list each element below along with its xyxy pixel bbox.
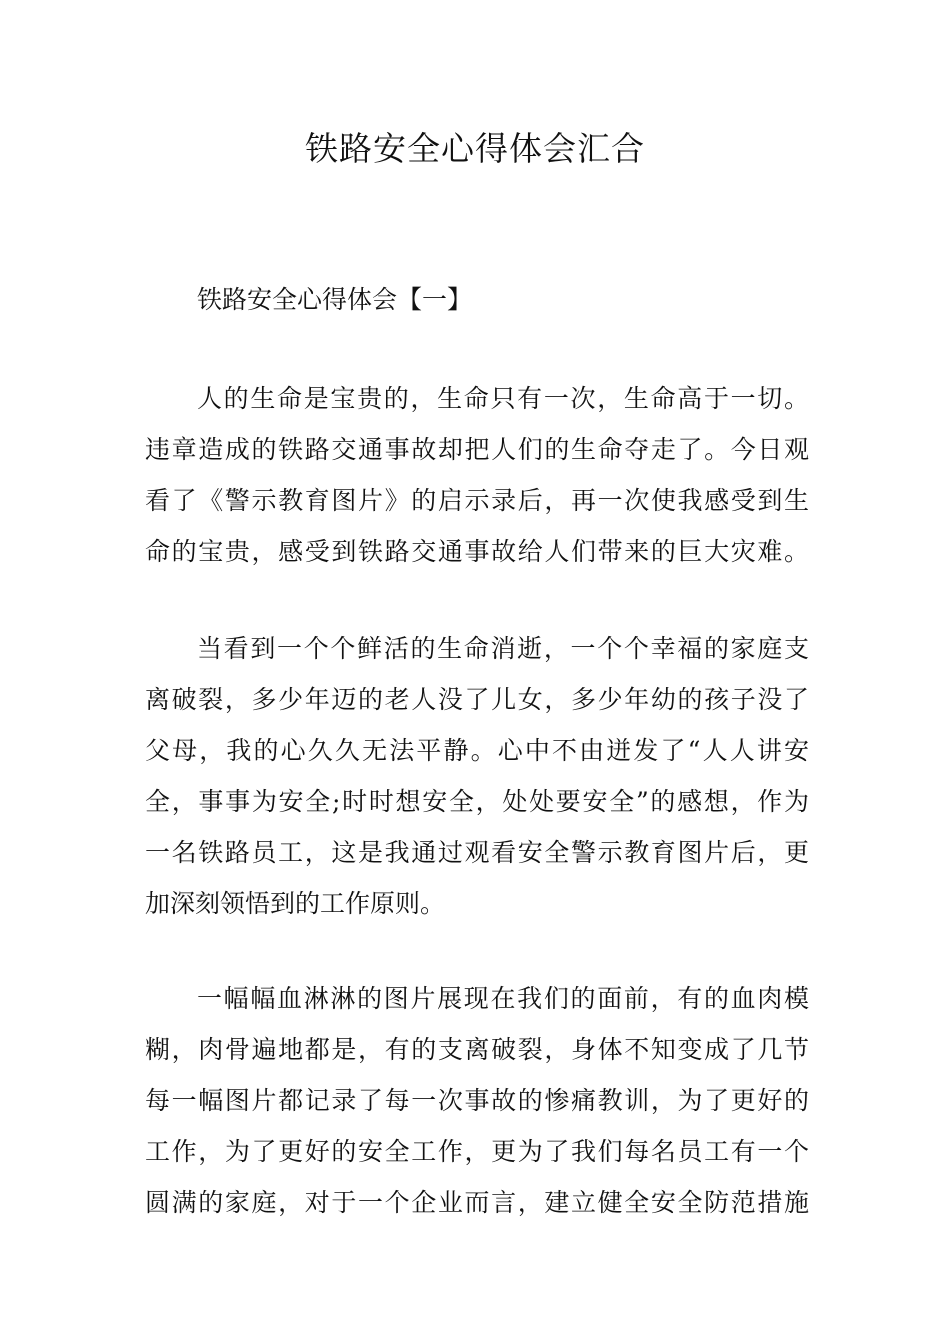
paragraph-line: 糊，肉骨遍地都是，有的支离破裂，身体不知变成了几节 xyxy=(145,1035,809,1064)
paragraph-line: 一名铁路员工，这是我通过观看安全警示教育图片后，更 xyxy=(145,838,809,867)
paragraph-line: 离破裂，多少年迈的老人没了儿女，多少年幼的孩子没了 xyxy=(145,685,809,714)
paragraph-line: 一幅幅血淋淋的图片展现在我们的面前，有的血肉模 xyxy=(197,984,809,1013)
paragraph-line: 人的生命是宝贵的，生命只有一次，生命高于一切。 xyxy=(197,384,809,413)
paragraph-line: 父母，我的心久久无法平静。心中不由迸发了“人人讲安 xyxy=(145,736,809,765)
paragraph-line: 每一幅图片都记录了每一次事故的惨痛教训，为了更好的 xyxy=(145,1086,809,1115)
paragraph-1 xyxy=(145,373,809,577)
paragraph-line: 圆满的家庭，对于一个企业而言，建立健全安全防范措施 xyxy=(145,1188,809,1217)
paragraph-line: 当看到一个个鲜活的生命消逝，一个个幸福的家庭支 xyxy=(197,634,809,663)
paragraph-3 xyxy=(145,973,809,1228)
paragraph-line: 违章造成的铁路交通事故却把人们的生命夺走了。今日观 xyxy=(145,435,809,464)
document-title: 铁路安全心得体会汇合 xyxy=(305,129,645,168)
paragraph-line: 工作，为了更好的安全工作，更为了我们每名员工有一个 xyxy=(145,1137,809,1166)
paragraph-line: 看了《警示教育图片》的启示录后，再一次使我感受到生 xyxy=(145,486,809,515)
paragraph-2 xyxy=(145,623,809,929)
paragraph-line: 命的宝贵，感受到铁路交通事故给人们带来的巨大灾难。 xyxy=(145,537,809,566)
paragraph-line: 加深刻领悟到的工作原则。 xyxy=(145,889,446,918)
paragraph-line: 全，事事为安全;时时想安全，处处要安全”的感想，作为 xyxy=(145,787,809,816)
section-heading: 铁路安全心得体会【一】 xyxy=(197,285,473,314)
